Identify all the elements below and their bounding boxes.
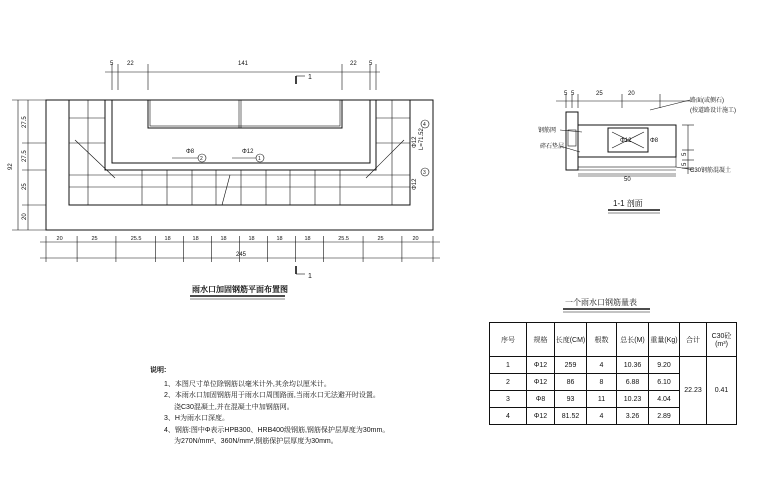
top-dim-5a: 5 [110, 61, 114, 67]
bottom-dim-label: 25 [377, 236, 384, 242]
th-total: 总长(M) [617, 323, 649, 357]
label-bar-phi8: Φ8 [186, 149, 195, 155]
label-bar-phi8-num: 2 [200, 156, 203, 162]
bottom-dim-label: 20 [412, 236, 419, 242]
th-count: 根数 [587, 323, 617, 357]
top-dim-22b: 22 [350, 61, 357, 67]
table-title: 一个雨水口钢筋量表 [565, 298, 637, 307]
note-item: 为270N/mm²、360N/mm²,钢筋保护层厚度为30mm。 [174, 438, 338, 445]
cell-total: 3.26 [617, 408, 649, 425]
bottom-dim-label: 18 [248, 236, 255, 242]
sec-label-road: 路面(或侧石) [690, 98, 724, 104]
bottom-dim-label: 18 [164, 236, 171, 242]
left-dim-92: 92 [8, 163, 14, 170]
cell-no: 3 [490, 391, 527, 408]
label-right-len: L=71.52 [419, 128, 425, 150]
sec-label-phi8: Φ8 [650, 138, 659, 144]
th-no: 序号 [490, 323, 527, 357]
sec-dim-5b: 5 [571, 91, 575, 97]
sec-dim-5c: 5 [682, 152, 688, 156]
sec-dim-5a: 5 [564, 91, 568, 97]
bottom-dim-label: 18 [304, 236, 311, 242]
sec-dim-25: 25 [596, 91, 603, 97]
cell-spec: Φ12 [527, 357, 555, 374]
cell-count: 8 [587, 374, 617, 391]
label-right-phi12b: Φ12 [412, 178, 418, 190]
cell-no: 2 [490, 374, 527, 391]
cell-weight: 6.10 [649, 374, 680, 391]
cell-spec: Φ8 [527, 391, 555, 408]
bottom-dim-label: 25.5 [130, 236, 142, 242]
cell-count: 4 [587, 408, 617, 425]
left-dim-275b: 27.5 [22, 150, 28, 162]
sec-label-phi12: Φ12 [620, 138, 632, 144]
cell-len: 86 [555, 374, 587, 391]
plan-view [8, 61, 440, 299]
th-len: 长度(CM) [555, 323, 587, 357]
cell-weight: 2.89 [649, 408, 680, 425]
left-dim-25: 25 [22, 183, 28, 190]
sec-dim-50: 50 [624, 177, 631, 183]
left-dim-275a: 27.5 [22, 116, 28, 128]
note-item: 浇C30混凝土,并在混凝土中加钢筋网。 [174, 403, 294, 411]
th-concrete: C30砼(m³) [707, 323, 737, 357]
label-bar-phi12-num: 1 [258, 156, 261, 162]
plan-title: 雨水口加固钢筋平面布置图 [192, 285, 288, 294]
sec-dim-20: 20 [628, 91, 635, 97]
cell-concrete: 0.41 [707, 357, 737, 425]
sec-label-road2: (按道路设计施工) [690, 108, 736, 114]
note-item: 4、钢筋:图中Φ表示HPB300、HRB400级钢筋,钢筋保护层厚度为30mm。 [164, 426, 390, 434]
cell-no: 1 [490, 357, 527, 374]
rebar-table [489, 322, 737, 425]
table-row [490, 357, 737, 374]
cell-count: 4 [587, 357, 617, 374]
cell-len: 259 [555, 357, 587, 374]
section-title: 1-1 剖面 [613, 199, 643, 208]
top-dim-22a: 22 [127, 61, 134, 67]
th-spec: 规格 [527, 323, 555, 357]
note-item: 2、本雨水口加固钢筋用于雨水口周围路面,当雨水口无法避开时设置。 [164, 392, 380, 399]
label-bar-phi12: Φ12 [242, 149, 254, 155]
cell-len: 93 [555, 391, 587, 408]
notes-block [150, 365, 389, 448]
sec-label-gravel: 碎石垫层 [540, 144, 565, 150]
section-mark-bottom: 1 [308, 273, 312, 280]
section-view [538, 91, 736, 213]
cell-spec: Φ12 [527, 408, 555, 425]
bottom-dim-label: 18 [192, 236, 199, 242]
cell-total: 10.36 [617, 357, 649, 374]
sec-label-steel: 钢筋网 [538, 128, 557, 134]
cell-spec: Φ12 [527, 374, 555, 391]
section-mark-top: 1 [308, 74, 312, 81]
bottom-dim-label: 18 [276, 236, 283, 242]
bottom-dim-label: 18 [220, 236, 227, 242]
table-header-row [490, 323, 737, 357]
bottom-dim-label: 20 [56, 236, 63, 242]
th-sum: 合计 [680, 323, 707, 357]
cell-sum: 22.23 [680, 357, 707, 425]
label-right-phi12a: Φ12 [412, 136, 418, 148]
cell-count: 11 [587, 391, 617, 408]
top-dim-5b: 5 [369, 61, 373, 67]
th-weight: 重量(Kg) [649, 323, 680, 357]
note-item: 1、本图尺寸单位除钢筋以毫米计外,其余均以厘米计。 [164, 380, 331, 388]
left-dim-20: 20 [22, 213, 28, 220]
note-item: 3、H为雨水口深度。 [164, 415, 229, 422]
bottom-dim-label: 25 [91, 236, 98, 242]
cell-weight: 4.04 [649, 391, 680, 408]
bottom-total: 245 [236, 252, 247, 258]
bottom-dim-label: 25.5 [338, 236, 349, 242]
sec-dim-5d: 5 [682, 162, 688, 166]
notes-title: 说明: [150, 367, 167, 374]
label-right-num-4: 4 [423, 122, 426, 128]
cell-len: 81.52 [555, 408, 587, 425]
top-dim-141: 141 [238, 61, 249, 67]
sec-label-concrete: C30钢筋混凝土 [690, 168, 732, 174]
cell-no: 4 [490, 408, 527, 425]
cell-weight: 9.20 [649, 357, 680, 374]
cell-total: 10.23 [617, 391, 649, 408]
cell-total: 6.88 [617, 374, 649, 391]
label-right-num-3: 3 [423, 170, 426, 176]
